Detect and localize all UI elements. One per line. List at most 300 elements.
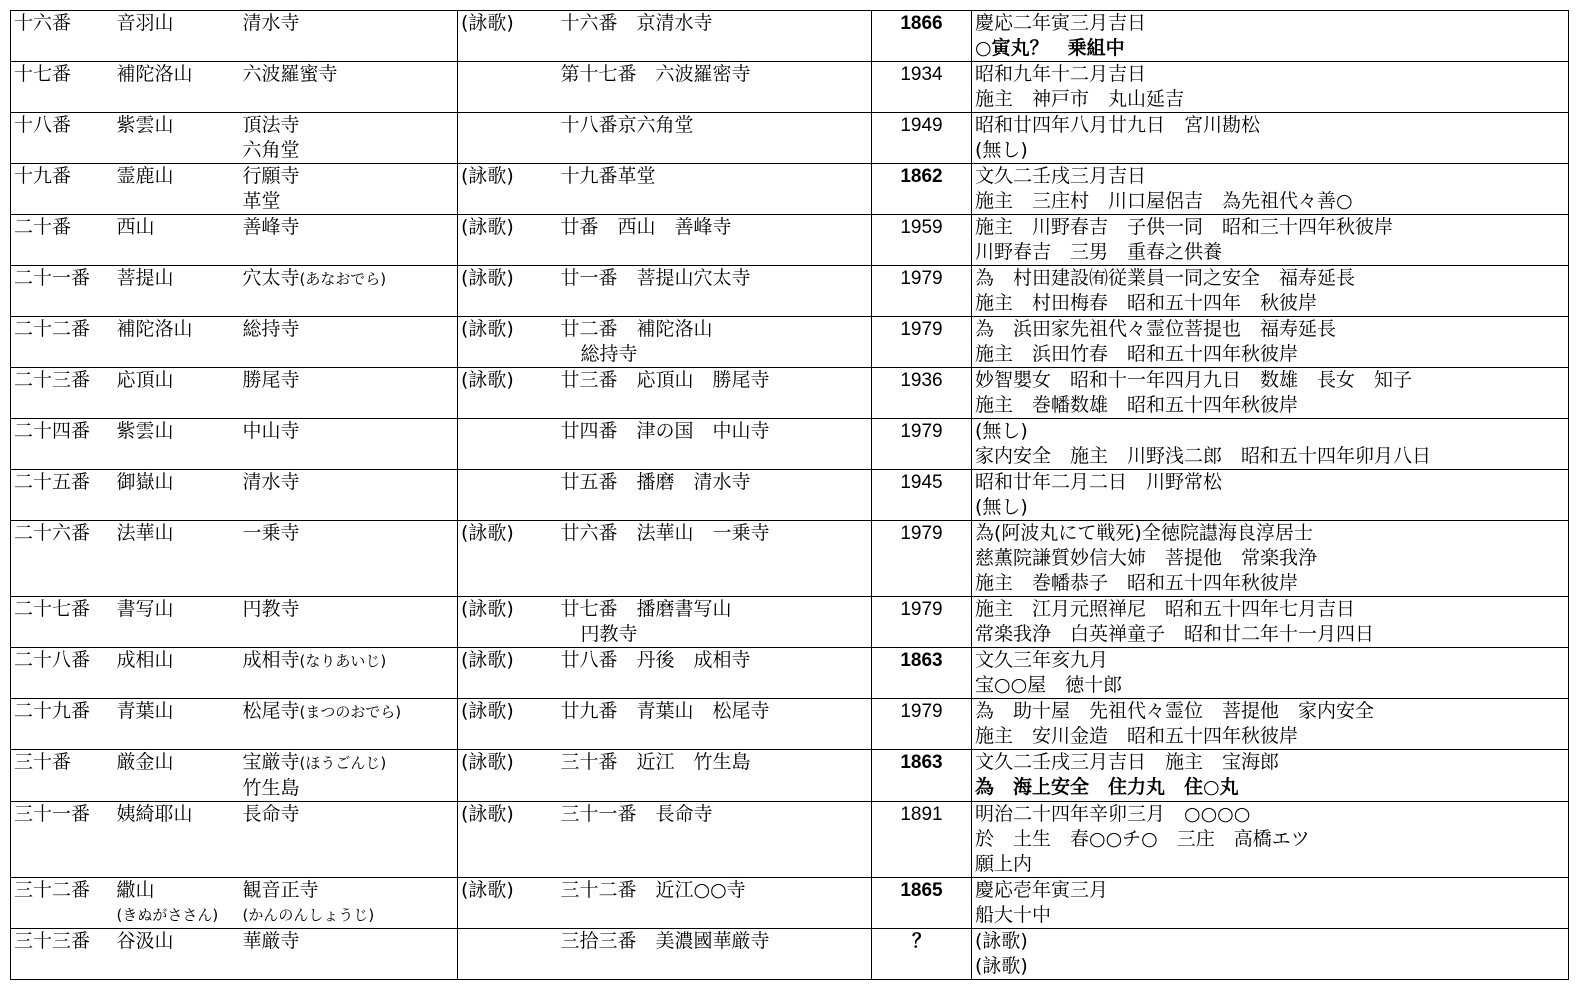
poem-marker: (詠歌) (461, 267, 514, 289)
temple-name-reading: (あなおでら) (299, 270, 387, 288)
mountain-name: 書写山 (116, 598, 174, 620)
inscription-cell (561, 317, 872, 368)
dedication-notes-cell (972, 597, 1569, 648)
year-cell (872, 597, 972, 648)
mountain-name-cell (114, 750, 240, 802)
inscription-line: 廿三番 応頂山 勝尾寺 (560, 369, 770, 391)
inscription-line: 三拾三番 美濃國華厳寺 (560, 930, 770, 952)
table-row (11, 164, 1569, 215)
year-cell (872, 317, 972, 368)
inscription-line: 廿七番 播磨書写山 (560, 598, 732, 620)
mountain-name: 補陀洛山 (116, 318, 193, 340)
year-cell (872, 521, 972, 597)
mountain-name-cell (114, 368, 240, 419)
temple-name-line (243, 648, 458, 674)
mountain-name: 繖山 (116, 879, 155, 901)
dedication-notes-cell (972, 929, 1569, 980)
temple-number-cell (11, 521, 114, 597)
year: 1865 (900, 880, 943, 901)
inscription-line: 総持寺 (580, 343, 638, 365)
dedication-notes-cell (972, 521, 1569, 597)
temple-name-line (243, 62, 458, 87)
dedication-note-line: 慶応壱年寅三月 (975, 879, 1109, 901)
table-row (11, 62, 1569, 113)
poem-marker-cell (458, 164, 561, 215)
year: 1891 (900, 804, 943, 825)
year-cell (872, 113, 972, 164)
poem-marker-cell (458, 648, 561, 699)
temple-name-reading: (なりあいじ) (299, 652, 387, 670)
temple-name-cell (240, 648, 458, 699)
temple-name-cell (240, 11, 458, 62)
temple-name: 一乗寺 (242, 522, 300, 544)
temple-number: 二十二番 (14, 318, 91, 340)
table-row (11, 11, 1569, 62)
poem-marker: (詠歌) (461, 12, 514, 34)
temple-name-line (243, 317, 458, 342)
mountain-name-cell (114, 929, 240, 980)
temple-number: 二十一番 (14, 267, 91, 289)
dedication-note-line: 慶応二年寅三月吉日 (975, 12, 1147, 34)
mountain-name-cell (114, 699, 240, 750)
temple-name-line (243, 750, 458, 776)
temple-name: 観音正寺 (242, 879, 319, 901)
mountain-name: 補陀洛山 (116, 63, 193, 85)
poem-marker-cell (458, 470, 561, 521)
dedication-note-line: 為 助十屋 先祖代々霊位 菩提他 家内安全 (975, 700, 1375, 722)
dedication-note-line: (無し) (975, 139, 1028, 161)
temple-number-cell (11, 750, 114, 802)
temple-name-cell (240, 878, 458, 929)
year: ？ (911, 931, 931, 952)
temple-name-cell (240, 750, 458, 802)
temple-name: 勝尾寺 (242, 369, 300, 391)
mountain-name-cell (114, 648, 240, 699)
table-row (11, 802, 1569, 878)
inscription-line: 三十二番 近江○○寺 (560, 879, 746, 901)
mountain-name: 紫雲山 (116, 114, 174, 136)
table-row (11, 368, 1569, 419)
temple-name: 長命寺 (242, 803, 300, 825)
temple-name-cell (240, 215, 458, 266)
poem-marker-cell (458, 266, 561, 317)
temple-number: 二十六番 (14, 522, 91, 544)
temple-name-line (243, 419, 458, 444)
inscription-line: 廿一番 菩提山穴太寺 (560, 267, 751, 289)
poem-marker-cell (458, 317, 561, 368)
temple-name: 中山寺 (242, 420, 300, 442)
temple-number-cell (11, 597, 114, 648)
inscription-line: 十六番 京清水寺 (560, 12, 713, 34)
dedication-note-line: 船大十中 (975, 904, 1052, 926)
temple-number: 三十一番 (14, 803, 91, 825)
inscription-cell (561, 648, 872, 699)
inscription-line: 円教寺 (580, 623, 638, 645)
temple-name-reading: (かんのんしょうじ) (242, 906, 375, 924)
temple-name-cell (240, 470, 458, 521)
dedication-note-line: (詠歌) (975, 930, 1028, 952)
inscription-cell (561, 113, 872, 164)
dedication-notes-cell (972, 266, 1569, 317)
mountain-name-cell (114, 802, 240, 878)
year-cell (872, 750, 972, 802)
dedication-note-line: 明治二十四年辛卯三月 ○○○○ (975, 803, 1251, 825)
poem-marker: (詠歌) (461, 165, 514, 187)
dedication-notes-cell (972, 750, 1569, 802)
poem-marker-cell (458, 113, 561, 164)
table-row (11, 113, 1569, 164)
temple-name-cell (240, 317, 458, 368)
temple-number-cell (11, 164, 114, 215)
dedication-note-line: 昭和九年十二月吉日 (975, 63, 1147, 85)
table-row (11, 878, 1569, 929)
temple-number-cell (11, 368, 114, 419)
temple-number-cell (11, 266, 114, 317)
year: 1959 (900, 217, 943, 238)
temple-name: 竹生島 (242, 777, 300, 799)
temple-number-cell (11, 929, 114, 980)
poem-marker-cell (458, 368, 561, 419)
temple-number-cell (11, 802, 114, 878)
dedication-note-line: 施主 川野春吉 子供一同 昭和三十四年秋彼岸 (975, 216, 1394, 238)
dedication-note-line: (無し) (975, 496, 1028, 518)
year: 1979 (900, 701, 943, 722)
year-cell (872, 62, 972, 113)
dedication-note-line: (詠歌) (975, 955, 1028, 977)
temple-name-line (243, 521, 458, 546)
poem-marker: (詠歌) (461, 751, 514, 773)
temple-name-line (243, 189, 458, 214)
temple-name: 清水寺 (242, 12, 300, 34)
dedication-note-line: ○寅丸？ 乗組中 (975, 37, 1125, 59)
year-cell (872, 419, 972, 470)
inscription-cell (561, 62, 872, 113)
table-row (11, 648, 1569, 699)
mountain-name: 紫雲山 (116, 420, 174, 442)
temple-name-cell (240, 113, 458, 164)
stone-buddha-inscription-table (10, 10, 1569, 980)
mountain-name: 法華山 (116, 522, 174, 544)
temple-number: 二十八番 (14, 649, 91, 671)
poem-marker-cell (458, 62, 561, 113)
temple-name-cell (240, 699, 458, 750)
temple-number-cell (11, 62, 114, 113)
dedication-note-line: 常楽我浄 白英禅童子 昭和廿二年十一月四日 (975, 623, 1375, 645)
year-cell (872, 878, 972, 929)
temple-name-line (243, 215, 458, 240)
mountain-name-cell (114, 62, 240, 113)
temple-number: 三十三番 (14, 930, 91, 952)
year-cell (872, 164, 972, 215)
table-row (11, 929, 1569, 980)
temple-name: 成相寺 (242, 649, 300, 671)
temple-name: 華厳寺 (242, 930, 300, 952)
temple-name: 円教寺 (242, 598, 300, 620)
table-row (11, 317, 1569, 368)
inscription-line: 三十一番 長命寺 (560, 803, 713, 825)
year: 1979 (900, 523, 943, 544)
year: 1863 (900, 752, 943, 773)
year-cell (872, 802, 972, 878)
year: 1866 (900, 13, 943, 34)
inscription-line: 廿五番 播磨 清水寺 (560, 471, 751, 493)
temple-name: 頂法寺 (242, 114, 300, 136)
mountain-name-cell (114, 266, 240, 317)
mountain-name-cell (114, 878, 240, 929)
temple-name-cell (240, 266, 458, 317)
inscription-line: 廿六番 法華山 一乗寺 (560, 522, 770, 544)
inscription-line: 廿四番 津の国 中山寺 (560, 420, 770, 442)
poem-marker: (詠歌) (461, 369, 514, 391)
dedication-notes-cell (972, 878, 1569, 929)
inscription-cell (561, 699, 872, 750)
year: 1862 (900, 166, 943, 187)
year: 1934 (900, 64, 943, 85)
poem-marker-cell (458, 215, 561, 266)
mountain-name-cell (114, 113, 240, 164)
temple-number: 二十番 (14, 216, 72, 238)
dedication-note-line: 施主 巻幡数雄 昭和五十四年秋彼岸 (975, 394, 1299, 416)
dedication-note-line: 文久三年亥九月 (975, 649, 1109, 671)
dedication-note-line: 家内安全 施主 川野浅二郎 昭和五十四年卯月八日 (975, 445, 1432, 467)
inscription-line: 廿二番 補陀洛山 (560, 318, 713, 340)
inscription-line: 第十七番 六波羅密寺 (560, 63, 751, 85)
inscription-cell (561, 750, 872, 802)
inscription-cell (561, 470, 872, 521)
poem-marker-cell (458, 597, 561, 648)
dedication-note-line: 宝○○屋 徳十郎 (975, 674, 1123, 696)
inscription-line: 廿番 西山 善峰寺 (560, 216, 732, 238)
temple-number-cell (11, 419, 114, 470)
dedication-notes-cell (972, 419, 1569, 470)
year: 1936 (900, 370, 943, 391)
temple-name-line (243, 138, 458, 163)
table-row (11, 597, 1569, 648)
mountain-name: 御嶽山 (116, 471, 174, 493)
dedication-note-line: 為 浜田家先祖代々霊位菩提也 福寿延長 (975, 318, 1337, 340)
temple-name-cell (240, 419, 458, 470)
poem-marker: (詠歌) (461, 318, 514, 340)
temple-name: 松尾寺 (242, 700, 300, 722)
temple-number-cell (11, 699, 114, 750)
dedication-notes-cell (972, 215, 1569, 266)
dedication-notes-cell (972, 699, 1569, 750)
mountain-name-reading: (きぬがささん) (116, 906, 219, 924)
year-cell (872, 929, 972, 980)
dedication-notes-cell (972, 164, 1569, 215)
year-cell (872, 699, 972, 750)
temple-name-line (243, 878, 458, 903)
temple-name-reading: (ほうごんじ) (299, 754, 387, 772)
dedication-note-line: 施主 村田梅春 昭和五十四年 秋彼岸 (975, 292, 1318, 314)
inscription-line: 十八番京六角堂 (560, 114, 694, 136)
inscription-cell (561, 368, 872, 419)
mountain-name-cell (114, 521, 240, 597)
table-row (11, 521, 1569, 597)
inscription-cell (561, 215, 872, 266)
year-cell (872, 11, 972, 62)
year-cell (872, 368, 972, 419)
dedication-note-line: 文久二壬戌三月吉日 (975, 165, 1147, 187)
poem-marker: (詠歌) (461, 649, 514, 671)
temple-name-cell (240, 521, 458, 597)
dedication-note-line: 文久二壬戌三月吉日 施主 宝海郎 (975, 751, 1280, 773)
temple-name-line (243, 368, 458, 393)
poem-marker: (詠歌) (461, 700, 514, 722)
inscription-cell (561, 597, 872, 648)
poem-marker: (詠歌) (461, 879, 514, 901)
temple-number: 十八番 (14, 114, 72, 136)
mountain-name: 姨綺耶山 (116, 803, 193, 825)
temple-name-cell (240, 802, 458, 878)
mountain-name: 青葉山 (116, 700, 174, 722)
dedication-notes-cell (972, 317, 1569, 368)
dedication-notes-cell (972, 113, 1569, 164)
year: 1979 (900, 319, 943, 340)
table-row (11, 470, 1569, 521)
temple-name-cell (240, 164, 458, 215)
mountain-name-cell (114, 164, 240, 215)
temple-name-line (243, 802, 458, 827)
temple-name-line (243, 470, 458, 495)
inscription-line: 三十番 近江 竹生島 (560, 751, 751, 773)
temple-number: 十七番 (14, 63, 72, 85)
year-cell (872, 215, 972, 266)
dedication-note-line: 施主 安川金造 昭和五十四年秋彼岸 (975, 725, 1299, 747)
temple-name-line (243, 164, 458, 189)
mountain-name-cell (114, 215, 240, 266)
dedication-note-line: 川野春吉 三男 重春之供養 (975, 241, 1223, 263)
inscription-cell (561, 419, 872, 470)
poem-marker: (詠歌) (461, 598, 514, 620)
dedication-note-line: 施主 浜田竹春 昭和五十四年秋彼岸 (975, 343, 1299, 365)
dedication-note-line: 願上内 (975, 853, 1033, 875)
poem-marker-cell (458, 750, 561, 802)
temple-name-line (243, 597, 458, 622)
temple-name: 行願寺 (242, 165, 300, 187)
poem-marker-cell (458, 699, 561, 750)
temple-name: 穴太寺 (242, 267, 300, 289)
temple-number: 三十二番 (14, 879, 91, 901)
poem-marker-cell (458, 802, 561, 878)
dedication-notes-cell (972, 368, 1569, 419)
poem-marker-cell (458, 11, 561, 62)
mountain-name: 西山 (116, 216, 155, 238)
poem-marker-cell (458, 521, 561, 597)
temple-name: 総持寺 (242, 318, 300, 340)
temple-number: 二十四番 (14, 420, 91, 442)
inscription-line: 廿八番 丹後 成相寺 (560, 649, 751, 671)
dedication-note-line: 為(阿波丸にて戦死)全徳院譿海良淳居士 (975, 522, 1313, 544)
mountain-name: 音羽山 (116, 12, 174, 34)
inscription-cell (561, 266, 872, 317)
table-row (11, 419, 1569, 470)
temple-number-cell (11, 11, 114, 62)
temple-name: 六角堂 (242, 139, 300, 161)
inscription-cell (561, 11, 872, 62)
mountain-name: 菩提山 (116, 267, 174, 289)
dedication-note-line: 施主 巻幡恭子 昭和五十四年秋彼岸 (975, 572, 1299, 594)
mountain-name-cell (114, 597, 240, 648)
poem-marker-cell (458, 878, 561, 929)
mountain-name: 成相山 (116, 649, 174, 671)
temple-number: 二十五番 (14, 471, 91, 493)
temple-name: 清水寺 (242, 471, 300, 493)
mountain-name: 霊鹿山 (116, 165, 174, 187)
temple-number-cell (11, 113, 114, 164)
inscription-line: 廿九番 青葉山 松尾寺 (560, 700, 770, 722)
inscription-cell (561, 521, 872, 597)
dedication-note-line: (無し) (975, 420, 1028, 442)
poem-marker: (詠歌) (461, 803, 514, 825)
year: 1863 (900, 650, 943, 671)
dedication-notes-cell (972, 470, 1569, 521)
mountain-name: 谷汲山 (116, 930, 174, 952)
year-cell (872, 266, 972, 317)
poem-marker-cell (458, 929, 561, 980)
dedication-note-line: 於 土生 春○○チ○ 三庄 高橋エツ (975, 828, 1310, 850)
year: 1979 (900, 421, 943, 442)
mountain-name: 応頂山 (116, 369, 174, 391)
dedication-note-line: 施主 神戸市 丸山延吉 (975, 88, 1185, 110)
temple-number: 二十七番 (14, 598, 91, 620)
temple-name-cell (240, 929, 458, 980)
dedication-note-line: 妙智嬰女 昭和十一年四月九日 数雄 長女 知子 (975, 369, 1413, 391)
dedication-note-line: 為 海上安全 住力丸 住○丸 (975, 776, 1239, 798)
year: 1949 (900, 115, 943, 136)
temple-name-line (243, 699, 458, 725)
dedication-notes-cell (972, 802, 1569, 878)
dedication-notes-cell (972, 62, 1569, 113)
temple-number: 二十九番 (14, 700, 91, 722)
table-body (11, 11, 1569, 980)
table-row (11, 750, 1569, 802)
dedication-note-line: 施主 江月元照禅尼 昭和五十四年七月吉日 (975, 598, 1356, 620)
dedication-note-line: 昭和廿四年八月廿九日 宮川勘松 (975, 114, 1261, 136)
temple-number-cell (11, 470, 114, 521)
temple-number-cell (11, 317, 114, 368)
temple-name: 六波羅蜜寺 (242, 63, 338, 85)
year-cell (872, 470, 972, 521)
year: 1945 (900, 472, 943, 493)
mountain-name-cell (114, 317, 240, 368)
temple-number: 十九番 (14, 165, 72, 187)
inscription-line: 十九番革堂 (560, 165, 656, 187)
temple-name: 革堂 (242, 190, 281, 212)
temple-number: 十六番 (14, 12, 72, 34)
temple-number-cell (11, 648, 114, 699)
table-row (11, 699, 1569, 750)
inscription-cell (561, 878, 872, 929)
temple-name: 宝厳寺 (242, 751, 300, 773)
poem-marker: (詠歌) (461, 216, 514, 238)
table-row (11, 215, 1569, 266)
temple-name-cell (240, 62, 458, 113)
temple-name-reading: (まつのおでら) (299, 703, 402, 721)
mountain-name-cell (114, 419, 240, 470)
dedication-note-line: 慈薫院謙質妙信大姉 菩提他 常楽我浄 (975, 547, 1318, 569)
temple-name-line (243, 113, 458, 138)
temple-name-cell (240, 597, 458, 648)
dedication-note-line: 為 村田建設㈲従業員一同之安全 福寿延長 (975, 267, 1356, 289)
table-row (11, 266, 1569, 317)
temple-name-line (243, 11, 458, 36)
temple-name-line (243, 929, 458, 954)
year: 1979 (900, 599, 943, 620)
inscription-cell (561, 929, 872, 980)
inscription-cell (561, 802, 872, 878)
temple-number-cell (11, 215, 114, 266)
